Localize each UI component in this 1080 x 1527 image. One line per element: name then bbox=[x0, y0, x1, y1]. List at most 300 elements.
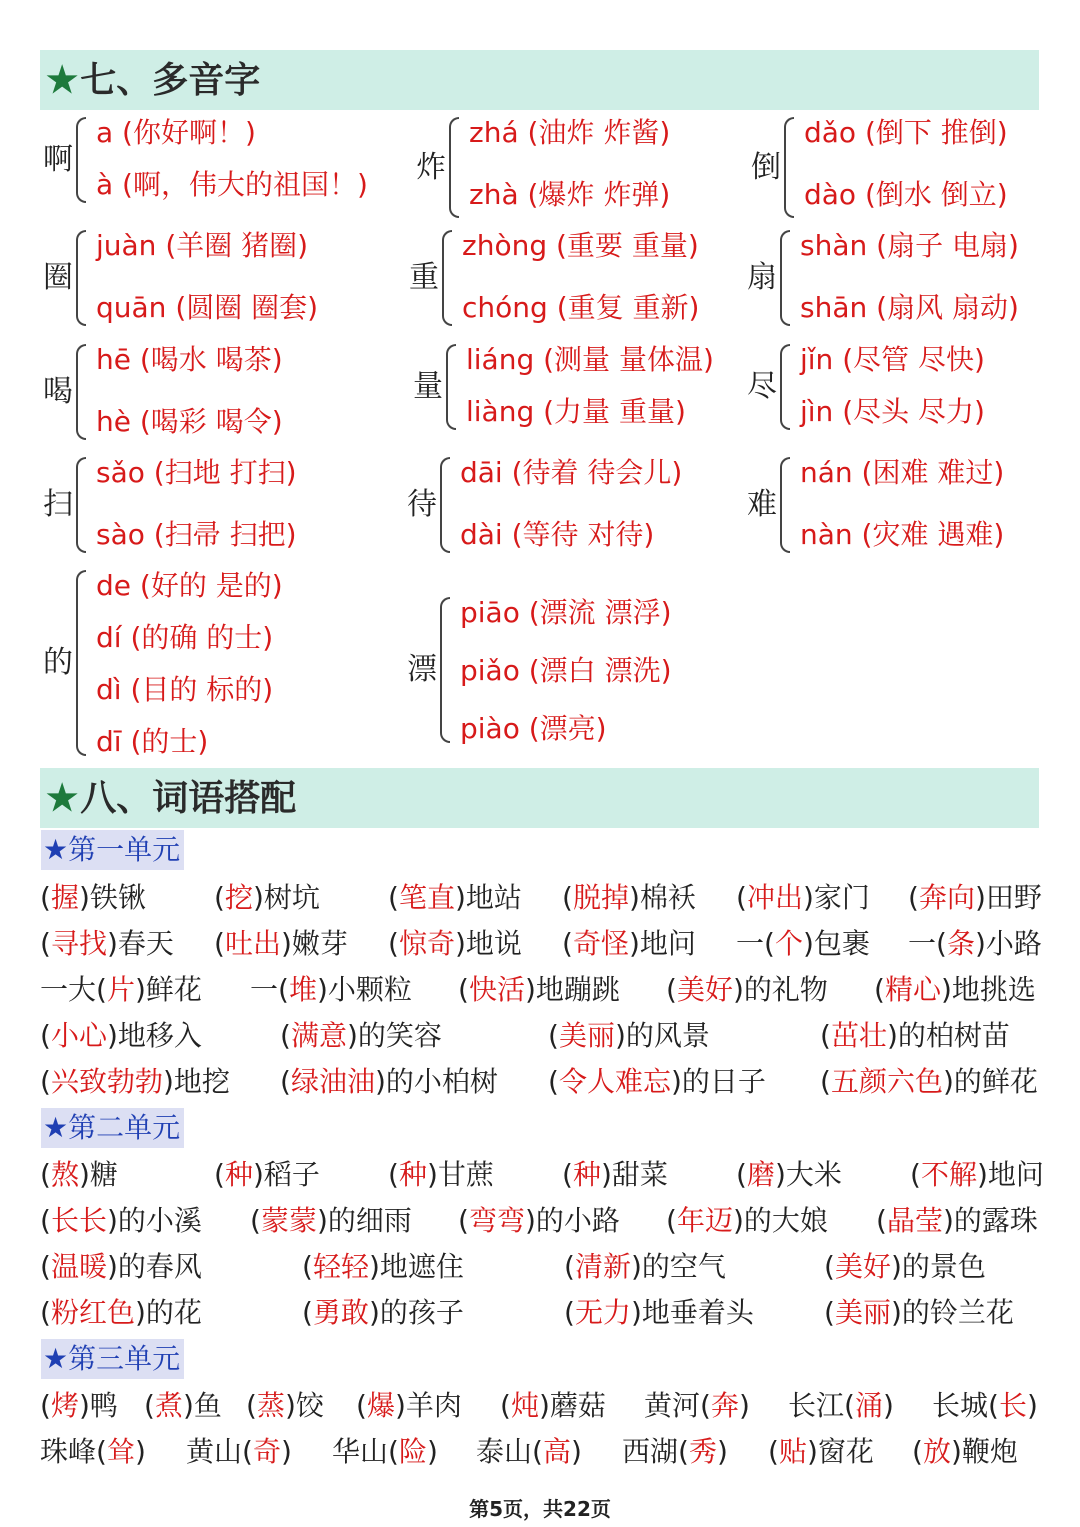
pronunciation-option: dào (倒水 倒立) bbox=[804, 178, 1008, 211]
collocation-item bbox=[40, 1016, 202, 1056]
item-suffix: )羊肉 bbox=[394, 1389, 462, 1422]
collocation-item bbox=[246, 1386, 324, 1426]
collocation-item bbox=[458, 1201, 620, 1241]
polyphone-char: 圈 bbox=[43, 260, 73, 295]
pronunciation-option: dāi (待着 待会儿) bbox=[460, 456, 683, 489]
answer-word: 兴致勃勃 bbox=[50, 1065, 163, 1098]
item-suffix: )的小路 bbox=[524, 1204, 620, 1237]
unit-title: ★第一单元 bbox=[41, 830, 184, 870]
item-suffix: ) bbox=[280, 1435, 292, 1468]
answer-word: 耸 bbox=[106, 1435, 135, 1468]
item-suffix: ) bbox=[716, 1435, 728, 1468]
collocation-item bbox=[332, 1432, 438, 1472]
collocation-item bbox=[666, 1201, 828, 1241]
answer-word: 长长 bbox=[50, 1204, 107, 1237]
section8-banner bbox=[40, 768, 1039, 828]
brace-icon bbox=[76, 117, 86, 203]
collocation-item bbox=[40, 878, 146, 918]
answer-word: 煮 bbox=[154, 1389, 183, 1422]
polyphone-char: 待 bbox=[407, 487, 437, 522]
item-suffix: )地遮住 bbox=[368, 1250, 464, 1283]
item-prefix: ( bbox=[562, 927, 573, 960]
item-suffix: ) bbox=[738, 1389, 750, 1422]
collocation-item bbox=[500, 1386, 606, 1426]
answer-word: 放 bbox=[922, 1435, 951, 1468]
polyphone-char: 扇 bbox=[747, 260, 777, 295]
item-prefix: 华山( bbox=[332, 1435, 399, 1468]
collocation-item bbox=[302, 1247, 464, 1287]
item-prefix: ( bbox=[548, 1019, 559, 1052]
item-prefix: 长江( bbox=[788, 1389, 855, 1422]
collocation-item bbox=[788, 1386, 894, 1426]
answer-word: 绿油油 bbox=[290, 1065, 375, 1098]
item-prefix: ( bbox=[824, 1250, 835, 1283]
item-suffix: )饺 bbox=[284, 1389, 324, 1422]
item-suffix: )的铃兰花 bbox=[890, 1296, 1014, 1329]
item-prefix: ( bbox=[666, 973, 677, 1006]
collocation-item bbox=[40, 1293, 202, 1333]
item-suffix: )大米 bbox=[774, 1158, 842, 1191]
answer-word: 轻轻 bbox=[312, 1250, 369, 1283]
collocation-item bbox=[40, 924, 174, 964]
answer-word: 令人难忘 bbox=[558, 1065, 671, 1098]
item-suffix: )的鲜花 bbox=[942, 1065, 1038, 1098]
collocation-item bbox=[666, 970, 828, 1010]
collocation-row bbox=[40, 924, 1050, 964]
answer-word: 吐出 bbox=[224, 927, 281, 960]
collocation-item bbox=[40, 1386, 118, 1426]
collocation-item bbox=[40, 1432, 146, 1472]
collocation-item bbox=[736, 878, 870, 918]
collocation-row bbox=[40, 1386, 1050, 1426]
item-prefix: ( bbox=[666, 1204, 677, 1237]
collocation-item bbox=[874, 970, 1036, 1010]
pronunciation-option: nàn (灾难 遇难) bbox=[800, 518, 1005, 551]
item-prefix: ( bbox=[40, 1250, 51, 1283]
item-suffix: )甘蔗 bbox=[426, 1158, 494, 1191]
pronunciation-option: sào (扫帚 扫把) bbox=[96, 518, 297, 551]
collocation-item bbox=[214, 1155, 320, 1195]
polyphone-char: 漂 bbox=[407, 652, 437, 687]
answer-word: 美丽 bbox=[834, 1296, 891, 1329]
brace-icon bbox=[784, 117, 794, 218]
collocation-item bbox=[40, 1201, 202, 1241]
item-prefix: 黄山( bbox=[186, 1435, 253, 1468]
pronunciation-option: quān (圆圈 圈套) bbox=[96, 291, 319, 324]
answer-word: 奇怪 bbox=[572, 927, 629, 960]
answer-word: 寻找 bbox=[50, 927, 107, 960]
item-prefix: 一大( bbox=[40, 973, 107, 1006]
answer-word: 种 bbox=[398, 1158, 427, 1191]
answer-word: 不解 bbox=[920, 1158, 977, 1191]
item-prefix: ( bbox=[40, 1065, 51, 1098]
item-suffix: ) bbox=[426, 1435, 438, 1468]
answer-word: 勇敢 bbox=[312, 1296, 369, 1329]
polyphone-char: 尽 bbox=[747, 369, 777, 404]
item-prefix: ( bbox=[908, 881, 919, 914]
polyphone-char: 难 bbox=[747, 487, 777, 522]
pronunciation-option: shān (扇风 扇动) bbox=[800, 291, 1019, 324]
collocation-item bbox=[476, 1432, 582, 1472]
pronunciation-option: piào (漂亮) bbox=[460, 712, 607, 745]
answer-word: 小心 bbox=[50, 1019, 107, 1052]
item-suffix: )的柏树苗 bbox=[886, 1019, 1010, 1052]
item-suffix: )的小柏树 bbox=[374, 1065, 498, 1098]
item-prefix: ( bbox=[214, 881, 225, 914]
collocation-item bbox=[40, 970, 202, 1010]
item-suffix: )地问 bbox=[628, 927, 696, 960]
pronunciation-option: piāo (漂流 漂浮) bbox=[460, 596, 672, 629]
pronunciation-option: dǎo (倒下 推倒) bbox=[804, 116, 1008, 149]
answer-word: 快活 bbox=[468, 973, 525, 1006]
polyphone-char: 重 bbox=[409, 260, 439, 295]
item-suffix: )的露珠 bbox=[942, 1204, 1038, 1237]
collocation-item bbox=[622, 1432, 728, 1472]
item-prefix: ( bbox=[40, 1204, 51, 1237]
answer-word: 晶莹 bbox=[886, 1204, 943, 1237]
collocation-item bbox=[214, 924, 348, 964]
collocation-item bbox=[562, 878, 696, 918]
pronunciation-option: liàng (力量 重量) bbox=[466, 395, 686, 428]
item-prefix: ( bbox=[562, 881, 573, 914]
answer-word: 奇 bbox=[252, 1435, 281, 1468]
answer-word: 清新 bbox=[574, 1250, 631, 1283]
item-prefix: ( bbox=[910, 1158, 921, 1191]
item-suffix: )地站 bbox=[454, 881, 522, 914]
item-suffix: )鸭 bbox=[78, 1389, 118, 1422]
pronunciation-option: dì (目的 标的) bbox=[96, 673, 274, 706]
item-prefix: ( bbox=[250, 1204, 261, 1237]
brace-icon bbox=[780, 230, 790, 326]
collocation-item bbox=[40, 1155, 118, 1195]
brace-icon bbox=[780, 344, 790, 430]
item-prefix: ( bbox=[458, 973, 469, 1006]
item-prefix: 黄河( bbox=[644, 1389, 711, 1422]
answer-word: 握 bbox=[50, 881, 79, 914]
brace-icon bbox=[440, 457, 450, 553]
item-prefix: ( bbox=[40, 1389, 51, 1422]
answer-word: 熬 bbox=[50, 1158, 79, 1191]
item-suffix: )包裹 bbox=[802, 927, 870, 960]
item-suffix: ) bbox=[134, 1435, 146, 1468]
item-prefix: ( bbox=[280, 1019, 291, 1052]
item-suffix: )的大娘 bbox=[732, 1204, 828, 1237]
collocation-item bbox=[388, 878, 522, 918]
item-prefix: ( bbox=[500, 1389, 511, 1422]
collocation-row bbox=[40, 1201, 1050, 1241]
polyphone-char: 喝 bbox=[43, 374, 73, 409]
item-prefix: ( bbox=[458, 1204, 469, 1237]
item-suffix: )的孩子 bbox=[368, 1296, 464, 1329]
collocation-item bbox=[250, 970, 412, 1010]
pronunciation-option: sǎo (扫地 打扫) bbox=[96, 456, 297, 489]
polyphone-char: 的 bbox=[43, 645, 73, 680]
answer-word: 年迈 bbox=[676, 1204, 733, 1237]
item-prefix: 西湖( bbox=[622, 1435, 689, 1468]
item-prefix: ( bbox=[820, 1065, 831, 1098]
item-prefix: ( bbox=[144, 1389, 155, 1422]
star-icon: ★ bbox=[46, 59, 79, 101]
pronunciation-option: piǎo (漂白 漂洗) bbox=[460, 654, 672, 687]
item-suffix: )的小溪 bbox=[106, 1204, 202, 1237]
item-prefix: ( bbox=[246, 1389, 257, 1422]
item-suffix: )鲜花 bbox=[134, 973, 202, 1006]
pronunciation-option: hè (喝彩 喝令) bbox=[96, 405, 283, 438]
item-suffix: )地说 bbox=[454, 927, 522, 960]
answer-word: 美好 bbox=[676, 973, 733, 1006]
collocation-item bbox=[388, 1155, 494, 1195]
item-prefix: ( bbox=[388, 927, 399, 960]
item-suffix: )地挖 bbox=[162, 1065, 230, 1098]
item-prefix: ( bbox=[40, 881, 51, 914]
collocation-row bbox=[40, 1293, 1050, 1333]
collocation-item bbox=[908, 878, 1042, 918]
item-prefix: 一( bbox=[908, 927, 947, 960]
collocation-item bbox=[736, 1155, 842, 1195]
item-suffix: )的花 bbox=[134, 1296, 202, 1329]
pronunciation-option: juàn (羊圈 猪圈) bbox=[96, 229, 309, 262]
item-prefix: ( bbox=[214, 927, 225, 960]
collocation-item bbox=[564, 1247, 726, 1287]
collocation-item bbox=[280, 1062, 498, 1102]
answer-word: 温暖 bbox=[50, 1250, 107, 1283]
collocation-item bbox=[144, 1386, 222, 1426]
item-suffix: )蘑菇 bbox=[538, 1389, 606, 1422]
collocation-item bbox=[910, 1155, 1044, 1195]
item-prefix: ( bbox=[40, 1019, 51, 1052]
section7-banner bbox=[40, 50, 1039, 110]
collocation-item bbox=[548, 1062, 766, 1102]
pronunciation-option: zhà (爆炸 炸弹) bbox=[469, 178, 671, 211]
answer-word: 烤 bbox=[50, 1389, 79, 1422]
item-prefix: ( bbox=[736, 1158, 747, 1191]
item-suffix: )的礼物 bbox=[732, 973, 828, 1006]
item-suffix: ) bbox=[570, 1435, 582, 1468]
brace-icon bbox=[780, 457, 790, 553]
pronunciation-option: zhá (油炸 炸酱) bbox=[469, 116, 671, 149]
item-suffix: )的风景 bbox=[614, 1019, 710, 1052]
collocation-row bbox=[40, 1062, 1050, 1102]
collocation-item bbox=[458, 970, 620, 1010]
item-suffix: )糖 bbox=[78, 1158, 118, 1191]
collocation-item bbox=[736, 924, 870, 964]
item-suffix: )的日子 bbox=[670, 1065, 766, 1098]
answer-word: 堆 bbox=[288, 973, 317, 1006]
item-prefix: ( bbox=[824, 1296, 835, 1329]
item-prefix: ( bbox=[736, 881, 747, 914]
collocation-item bbox=[562, 1155, 668, 1195]
item-prefix: ( bbox=[356, 1389, 367, 1422]
pronunciation-option: jǐn (尽管 尽快) bbox=[800, 343, 985, 376]
answer-word: 秀 bbox=[688, 1435, 717, 1468]
answer-word: 长 bbox=[998, 1389, 1027, 1422]
answer-word: 条 bbox=[946, 927, 975, 960]
answer-word: 美好 bbox=[834, 1250, 891, 1283]
item-prefix: 泰山( bbox=[476, 1435, 543, 1468]
item-suffix: )的景色 bbox=[890, 1250, 986, 1283]
item-prefix: ( bbox=[40, 927, 51, 960]
pronunciation-option: zhòng (重要 重量) bbox=[462, 229, 699, 262]
item-prefix: ( bbox=[40, 1296, 51, 1329]
pronunciation-option: de (好的 是的) bbox=[96, 569, 283, 602]
item-prefix: ( bbox=[912, 1435, 923, 1468]
item-suffix: )地挑选 bbox=[940, 973, 1036, 1006]
item-suffix: )嫩芽 bbox=[280, 927, 348, 960]
answer-word: 炖 bbox=[510, 1389, 539, 1422]
polyphone-char: 啊 bbox=[43, 142, 73, 177]
item-suffix: )的空气 bbox=[630, 1250, 726, 1283]
item-suffix: )小路 bbox=[974, 927, 1042, 960]
item-prefix: ( bbox=[562, 1158, 573, 1191]
answer-word: 笔直 bbox=[398, 881, 455, 914]
pronunciation-option: dài (等待 对待) bbox=[460, 518, 655, 551]
item-suffix: )小颗粒 bbox=[316, 973, 412, 1006]
answer-word: 种 bbox=[572, 1158, 601, 1191]
item-prefix: ( bbox=[214, 1158, 225, 1191]
collocation-item bbox=[820, 1016, 1010, 1056]
collocation-item bbox=[186, 1432, 292, 1472]
answer-word: 爆 bbox=[366, 1389, 395, 1422]
item-suffix: )春天 bbox=[106, 927, 174, 960]
item-prefix: 长城( bbox=[932, 1389, 999, 1422]
answer-word: 蒸 bbox=[256, 1389, 285, 1422]
unit-title: ★第二单元 bbox=[41, 1108, 184, 1148]
pronunciation-option: a (你好啊！) bbox=[96, 116, 256, 149]
item-suffix: )甜菜 bbox=[600, 1158, 668, 1191]
answer-word: 粉红色 bbox=[50, 1296, 135, 1329]
item-prefix: ( bbox=[874, 973, 885, 1006]
answer-word: 挖 bbox=[224, 881, 253, 914]
collocation-item bbox=[908, 924, 1042, 964]
section-title: 八、词语搭配 bbox=[80, 777, 297, 819]
pronunciation-option: jìn (尽头 尽力) bbox=[800, 395, 985, 428]
item-suffix: )地蹦跳 bbox=[524, 973, 620, 1006]
item-prefix: ( bbox=[548, 1065, 559, 1098]
answer-word: 惊奇 bbox=[398, 927, 455, 960]
brace-icon bbox=[440, 597, 450, 743]
item-prefix: ( bbox=[302, 1250, 313, 1283]
item-prefix: 一( bbox=[250, 973, 289, 1006]
item-prefix: ( bbox=[768, 1435, 779, 1468]
pronunciation-option: shàn (扇子 电扇) bbox=[800, 229, 1019, 262]
pronunciation-option: à (啊，伟大的祖国！) bbox=[96, 168, 368, 201]
item-prefix: ( bbox=[388, 881, 399, 914]
collocation-item bbox=[388, 924, 522, 964]
collocation-row bbox=[40, 1247, 1050, 1287]
item-prefix: ( bbox=[280, 1065, 291, 1098]
item-suffix: )地垂着头 bbox=[630, 1296, 754, 1329]
item-prefix: 一( bbox=[736, 927, 775, 960]
item-suffix: )树坑 bbox=[252, 881, 320, 914]
answer-word: 种 bbox=[224, 1158, 253, 1191]
collocation-row bbox=[40, 1016, 1050, 1056]
collocation-row bbox=[40, 878, 1050, 918]
collocation-item bbox=[932, 1386, 1038, 1426]
collocation-item bbox=[214, 878, 320, 918]
answer-word: 片 bbox=[106, 973, 135, 1006]
collocation-item bbox=[40, 1247, 202, 1287]
polyphone-char: 倒 bbox=[751, 149, 781, 185]
item-suffix: )鞭炮 bbox=[950, 1435, 1018, 1468]
item-suffix: )的春风 bbox=[106, 1250, 202, 1283]
answer-word: 精心 bbox=[884, 973, 941, 1006]
item-suffix: )家门 bbox=[802, 881, 870, 914]
answer-word: 冲出 bbox=[746, 881, 803, 914]
answer-word: 弯弯 bbox=[468, 1204, 525, 1237]
answer-word: 个 bbox=[774, 927, 803, 960]
collocation-row bbox=[40, 1432, 1050, 1472]
item-prefix: ( bbox=[302, 1296, 313, 1329]
unit-title: ★第三单元 bbox=[41, 1339, 184, 1379]
item-suffix: )稻子 bbox=[252, 1158, 320, 1191]
item-prefix: ( bbox=[564, 1250, 575, 1283]
brace-icon bbox=[76, 344, 86, 440]
collocation-item bbox=[824, 1247, 986, 1287]
brace-icon bbox=[446, 344, 456, 430]
answer-word: 五颜六色 bbox=[830, 1065, 943, 1098]
brace-icon bbox=[76, 457, 86, 553]
answer-word: 茁壮 bbox=[830, 1019, 887, 1052]
pronunciation-option: chóng (重复 重新) bbox=[462, 291, 700, 324]
collocation-item bbox=[356, 1386, 462, 1426]
answer-word: 满意 bbox=[290, 1019, 347, 1052]
item-prefix: ( bbox=[876, 1204, 887, 1237]
item-prefix: ( bbox=[564, 1296, 575, 1329]
page-footer: 第5页，共22页 bbox=[469, 1497, 611, 1521]
pronunciation-option: liáng (测量 量体温) bbox=[466, 343, 714, 376]
item-suffix: )窗花 bbox=[806, 1435, 874, 1468]
collocation-item bbox=[824, 1293, 1014, 1333]
item-suffix: )地问 bbox=[976, 1158, 1044, 1191]
answer-word: 美丽 bbox=[558, 1019, 615, 1052]
collocation-item bbox=[564, 1293, 754, 1333]
pronunciation-option: dí (的确 的士) bbox=[96, 621, 274, 654]
collocation-item bbox=[548, 1016, 710, 1056]
answer-word: 贴 bbox=[778, 1435, 807, 1468]
collocation-item bbox=[40, 1062, 230, 1102]
star-icon: ★ bbox=[46, 777, 79, 819]
collocation-item bbox=[250, 1201, 412, 1241]
item-prefix: ( bbox=[40, 1158, 51, 1191]
answer-word: 蒙蒙 bbox=[260, 1204, 317, 1237]
answer-word: 脱掉 bbox=[572, 881, 629, 914]
collocation-row bbox=[40, 1155, 1050, 1195]
item-suffix: )鱼 bbox=[182, 1389, 222, 1422]
collocation-item bbox=[820, 1062, 1038, 1102]
item-prefix: ( bbox=[820, 1019, 831, 1052]
polyphone-char: 扫 bbox=[43, 487, 73, 522]
collocation-item bbox=[768, 1432, 874, 1472]
polyphone-char: 量 bbox=[413, 369, 443, 404]
section-title: 七、多音字 bbox=[80, 59, 261, 101]
item-suffix: ) bbox=[882, 1389, 894, 1422]
pronunciation-option: nán (困难 难过) bbox=[800, 456, 1005, 489]
answer-word: 磨 bbox=[746, 1158, 775, 1191]
brace-icon bbox=[76, 570, 86, 756]
answer-word: 奔向 bbox=[918, 881, 975, 914]
collocation-item bbox=[302, 1293, 464, 1333]
collocation-item bbox=[912, 1432, 1018, 1472]
pronunciation-option: hē (喝水 喝茶) bbox=[96, 343, 283, 376]
item-prefix: 珠峰( bbox=[40, 1435, 107, 1468]
pronunciation-option: dī (的士) bbox=[96, 725, 209, 758]
collocation-item bbox=[280, 1016, 442, 1056]
collocation-row bbox=[40, 970, 1050, 1010]
answer-word: 险 bbox=[398, 1435, 427, 1468]
answer-word: 无力 bbox=[574, 1296, 631, 1329]
answer-word: 高 bbox=[542, 1435, 571, 1468]
brace-icon bbox=[442, 230, 452, 326]
